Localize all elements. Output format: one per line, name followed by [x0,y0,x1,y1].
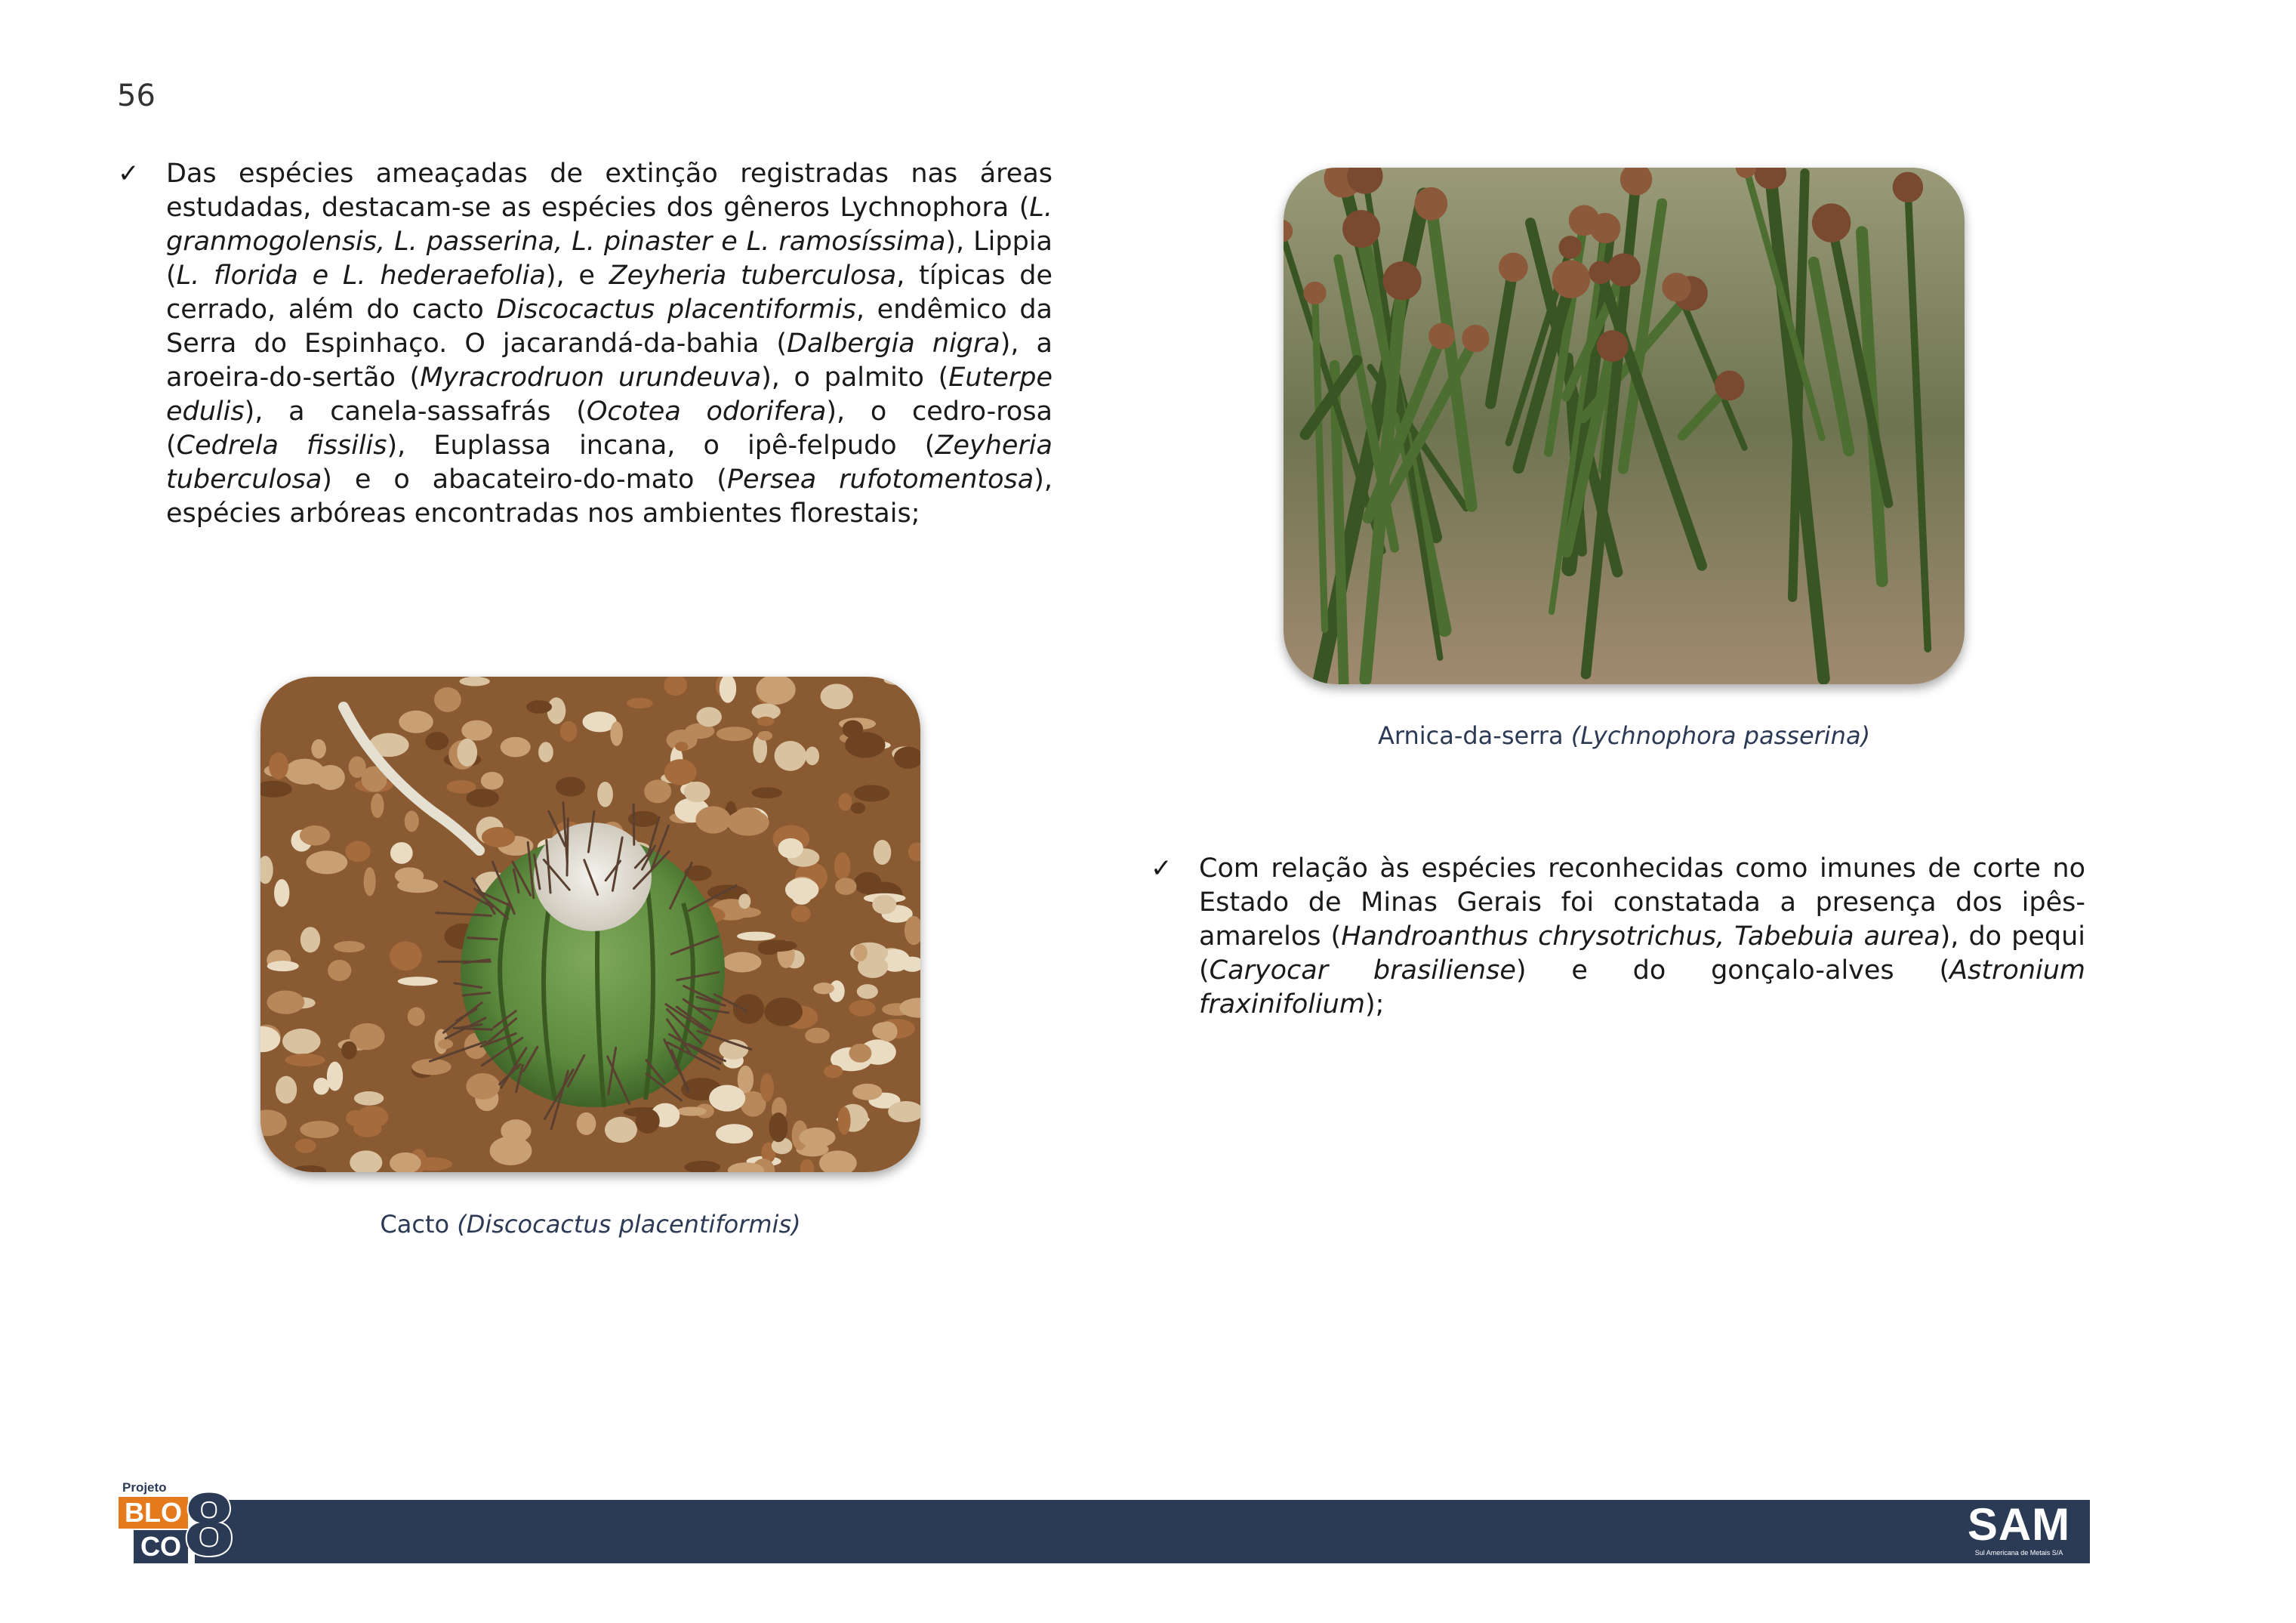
text-segment: , endêmico da Serra do Espinhaço. O jacarandá-da-bahia ( [166,295,1052,359]
species-name: Euterpe edulis [166,363,1052,427]
photo-cacto [260,677,920,1172]
caption-cacto-scientific: (Discocactus placentiformis) [457,1210,801,1239]
text-segment: ), espécies arbóreas encontradas nos ambientes florestais; [166,464,1052,529]
logo-sam-name: SAM [1967,1499,2071,1550]
species-name: Cedrela fissilis [176,430,387,461]
species-name: L. granmogolensis, L. passerina, L. pinaster e L. ramosíssima [166,193,1052,257]
text-segment: ), do pequi ( [1199,921,2085,986]
checkmark-icon: ✓ [118,159,140,189]
species-name: Dalbergia nigra [787,329,1000,359]
text-segment: ), o palmito ( [761,363,949,393]
species-name: Persea rufotomentosa [726,464,1034,495]
species-name: Myracrodruon urundeuva [420,363,762,393]
page-number: 56 [117,79,156,113]
species-name: Zeyheria tuberculosa [166,430,1052,495]
bullet-protected-species [1151,852,2085,1022]
text-segment: ) e do gonçalo-alves ( [1515,955,1950,986]
logo-co-block: CO [134,1530,188,1563]
text-segment: Das espécies ameaçadas de extinção registradas nas áreas estudadas, destacam-se as espécies dos gêneros Lychnophora ( [166,159,1052,223]
species-name: Caryocar brasiliense [1209,955,1516,986]
checkmark-icon: ✓ [1151,853,1173,884]
text-segment: ), Euplassa incana, o ipê-felpudo ( [387,430,935,461]
text-segment: ), Lippia ( [166,227,1052,291]
text-segment: Com relação às espécies reconhecidas como imunes de corte no Estado de Minas Gerais foi constatada a presença dos ipês-amarelos ( [1199,853,2085,952]
species-name: Handroanthus chrysotrichus, Tabebuia aurea [1341,921,1940,952]
species-name: Zeyheria tuberculosa [609,261,897,291]
bullet-text [1199,853,2085,1020]
footer-bar [195,1500,2090,1563]
text-segment: ) e o abacateiro-do-mato ( [322,464,727,495]
logo-projeto-label: Projeto [122,1480,167,1495]
caption-arnica-scientific: (Lychnophora passerina) [1570,721,1871,750]
logo-projeto-bloco-8 [115,1475,247,1575]
bullet-endangered-species [118,157,1053,531]
species-name: L. florida e L. hederaefolia [176,261,546,291]
text-segment: , típicas de cerrado, além do cacto [166,261,1053,325]
species-name: Discocactus placentiformis [496,295,856,325]
logo-blo-block: BLO [119,1497,188,1529]
text-segment: ), e [545,261,609,291]
caption-cacto-common: Cacto [380,1210,458,1239]
bullet-text [166,159,1052,529]
species-name: Ocotea odorifera [586,396,827,427]
logo-sam [1948,1500,2090,1563]
species-name: Astronium fraxinifolium [1199,955,2085,1020]
caption-cacto [260,1210,920,1239]
logo-sam-subtitle: Sul Americana de Metais S/A [1974,1549,2063,1557]
text-segment: ), a aroeira-do-sertão ( [166,329,1052,393]
caption-arnica-common: Arnica-da-serra [1377,721,1571,750]
text-segment: ), a canela-sassafrás ( [244,396,587,427]
text-segment: ), o cedro-rosa ( [166,396,1053,461]
logo-eight: 8 [184,1475,234,1575]
caption-arnica [1284,721,1965,750]
text-segment: ); [1364,989,1385,1020]
photo-arnica-da-serra [1284,168,1965,684]
